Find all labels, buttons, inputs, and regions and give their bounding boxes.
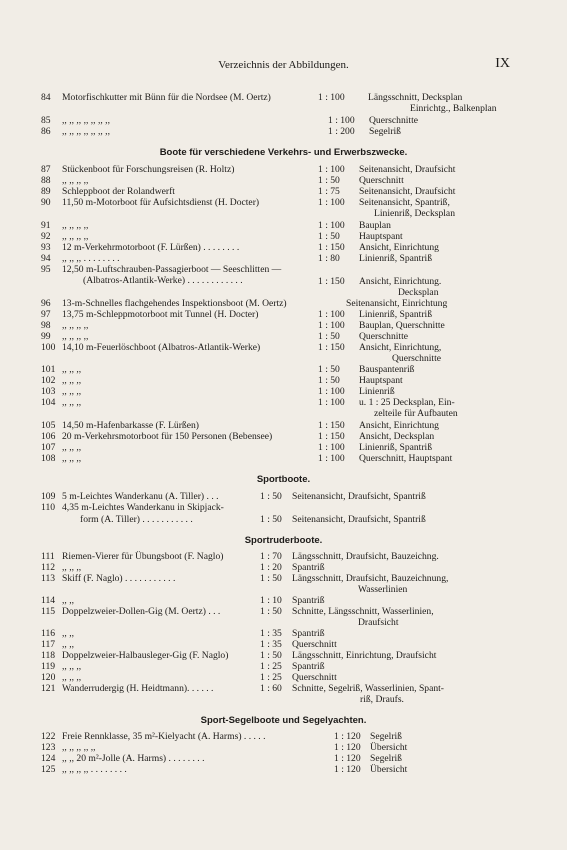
entry-drawing-type: Schnitte, Längsschnitt, Wasserlinien,: [292, 606, 434, 617]
entry-number: 108: [41, 453, 56, 464]
entry-description: ,, ,,: [62, 628, 74, 639]
entry-drawing-type: u. 1 : 25 Decksplan, Ein-: [359, 397, 455, 408]
entry-scale: 1 : 150: [318, 342, 345, 353]
entry-drawing-type: Querschnitt, Hauptspant: [359, 453, 453, 464]
entry-drawing-type: Bauspantenriß: [359, 364, 415, 375]
entry-number: 84: [41, 92, 51, 103]
entry-number: 104: [41, 397, 56, 408]
entry-description: ,, ,, ,,: [62, 375, 82, 386]
entry-continuation: zelteile für Aufbauten: [374, 408, 458, 419]
entry-description: ,, ,, ,, ,, ,, ,, ,,: [62, 115, 110, 126]
entry-description: Riemen-Vierer für Übungsboot (F. Naglo): [62, 551, 224, 562]
entry-description: ,, ,,: [62, 595, 74, 606]
entry-number: 92: [41, 231, 51, 242]
section-heading: Sport-Segelboote und Segelyachten.: [200, 715, 367, 726]
entry-number: 122: [41, 731, 56, 742]
entry-description: ,, ,, ,,: [62, 562, 82, 573]
entry-drawing-type: Seitenansicht, Einrichtung: [346, 298, 448, 309]
index-entry: [0, 453, 567, 465]
entry-continuation: Linienriß, Decksplan: [374, 208, 455, 219]
entry-scale: 1 : 50: [318, 175, 340, 186]
index-entry: [0, 573, 567, 585]
entry-number: 85: [41, 115, 51, 126]
entry-description: ,, ,, ,, ,,: [62, 331, 89, 342]
entry-continuation: Decksplan: [398, 287, 439, 298]
entry-description: ,, ,, ,, ,,: [62, 320, 89, 331]
entry-description: Wanderrudergig (H. Heidtmann). . . . . .: [62, 683, 214, 694]
entry-description: ,, ,, ,, ,, ,, ,, ,,: [62, 126, 110, 137]
entry-number: 90: [41, 197, 51, 208]
entry-description: 14,10 m-Feuerlöschboot (Albatros-Atlantik-Werke): [62, 342, 261, 353]
entry-scale: 1 : 50: [318, 331, 340, 342]
index-entry: [0, 764, 567, 776]
entry-drawing-type: Übersicht: [370, 764, 408, 775]
entry-description: 11,50 m-Motorboot für Aufsichtsdienst (H. Docter): [62, 197, 260, 208]
entry-scale: 1 : 50: [318, 375, 340, 386]
entry-number: 115: [41, 606, 56, 617]
page-number: IX: [495, 56, 510, 71]
entry-drawing-type: Längsschnitt, Einrichtung, Draufsicht: [292, 650, 437, 661]
entry-scale: 1 : 120: [334, 753, 361, 764]
entry-description: 4,35 m-Leichtes Wanderkanu in Skipjack-: [62, 502, 224, 513]
entry-drawing-type: Längsschnitt, Decksplan: [368, 92, 463, 103]
index-entry: [0, 342, 567, 354]
entry-drawing-type: Segelriß: [369, 126, 401, 137]
entry-description: ,, ,, ,, ,,: [62, 220, 89, 231]
index-entry: [0, 197, 567, 209]
entry-description: Freie Rennklasse, 35 m²-Kielyacht (A. Harms) . . . . .: [62, 731, 266, 742]
entry-scale: 1 : 20: [260, 562, 282, 573]
entry-number: 118: [41, 650, 56, 661]
entry-number: 86: [41, 126, 51, 137]
entry-description: ,, ,, ,, ,, ,,: [62, 742, 96, 753]
entry-number: 109: [41, 491, 56, 502]
entry-scale: 1 : 100: [318, 453, 345, 464]
index-entry: [0, 606, 567, 618]
entry-number: 88: [41, 175, 51, 186]
entry-scale: 1 : 25: [260, 672, 282, 683]
entry-scale: 1 : 50: [260, 606, 282, 617]
entry-number: 120: [41, 672, 56, 683]
entry-scale: 1 : 35: [260, 628, 282, 639]
entry-description: ,, ,, ,,: [62, 442, 82, 453]
entry-continuation: Wasserlinien: [358, 584, 408, 595]
entry-description: 12,50 m-Luftschrauben-Passagierboot — Seeschlitten —: [62, 264, 282, 275]
entry-drawing-type: Spantriß: [292, 661, 325, 672]
entry-drawing-type: Ansicht, Decksplan: [359, 431, 435, 442]
entry-scale: 1 : 25: [260, 661, 282, 672]
entry-scale: 1 : 35: [260, 639, 282, 650]
entry-drawing-type: Querschnitte: [359, 331, 409, 342]
entry-scale: 1 : 100: [318, 309, 345, 320]
entry-description: Doppelzweier-Halbausleger-Gig (F. Naglo): [62, 650, 229, 661]
entry-drawing-type: Hauptspant: [359, 231, 403, 242]
header-title: Verzeichnis der Abbildungen.: [218, 59, 349, 71]
entry-continuation: riß, Draufs.: [360, 694, 404, 705]
entry-description: ,, ,, ,,: [62, 672, 82, 683]
entry-drawing-type: Ansicht, Einrichtung,: [359, 342, 442, 353]
entry-description: ,, ,, ,, ,,: [62, 231, 89, 242]
entry-number: 103: [41, 386, 56, 397]
entry-drawing-type: Seitenansicht, Spantriß,: [359, 197, 450, 208]
entry-description: 20 m-Verkehrsmotorboot für 150 Personen (Bebensee): [62, 431, 273, 442]
entry-number: 107: [41, 442, 56, 453]
entry-number: 114: [41, 595, 56, 606]
entry-number: 102: [41, 375, 56, 386]
entry-continuation: Draufsicht: [358, 617, 399, 628]
entry-scale: 1 : 100: [318, 92, 345, 103]
entry-scale: 1 : 70: [260, 551, 282, 562]
index-entry: [0, 126, 567, 138]
entry-description: Schleppboot der Rolandwerft: [62, 186, 175, 197]
entry-description: ,, ,, ,, ,,: [62, 175, 89, 186]
entry-drawing-type: Spantriß: [292, 628, 325, 639]
entry-scale: 1 : 120: [334, 742, 361, 753]
entry-scale: 1 : 50: [260, 650, 282, 661]
entry-drawing-type: Seitenansicht, Draufsicht: [359, 186, 456, 197]
section-heading: Sportruderboote.: [244, 535, 323, 546]
entry-description: Stückenboot für Forschungsreisen (R. Holtz): [62, 164, 235, 175]
entry-scale: 1 : 75: [318, 186, 340, 197]
entry-continuation: Einrichtg., Balkenplan: [410, 103, 497, 114]
entry-number: 93: [41, 242, 51, 253]
entry-scale: 1 : 100: [318, 397, 345, 408]
entry-description: Doppelzweier-Dollen-Gig (M. Oertz) . . .: [62, 606, 221, 617]
entry-scale: 1 : 50: [318, 231, 340, 242]
entry-drawing-type: Seitenansicht, Draufsicht: [359, 164, 456, 175]
entry-description: ,, ,, ,,: [62, 397, 82, 408]
entry-continuation: (Albatros-Atlantik-Werke) . . . . . . . . . . . .: [83, 275, 243, 286]
entry-drawing-type: Längsschnitt, Draufsicht, Bauzeichng.: [292, 551, 439, 562]
entry-number: 98: [41, 320, 51, 331]
entry-number: 89: [41, 186, 51, 197]
entry-scale: 1 : 150: [318, 431, 345, 442]
entry-continuation: 1 : 50: [260, 514, 282, 525]
entry-drawing-type: Linienriß, Spantriß: [359, 442, 433, 453]
entry-drawing-type: Übersicht: [370, 742, 408, 753]
entry-description: ,, ,,: [62, 639, 74, 650]
entry-description: Skiff (F. Naglo) . . . . . . . . . . .: [62, 573, 176, 584]
entry-drawing-type: Querschnitte: [369, 115, 419, 126]
entry-scale: 1 : 100: [318, 197, 345, 208]
entry-number: 105: [41, 420, 56, 431]
entry-number: 94: [41, 253, 51, 264]
entry-scale: 1 : 100: [318, 386, 345, 397]
section-heading: Sportboote.: [256, 474, 311, 485]
entry-number: 112: [41, 562, 56, 573]
entry-description: 12 m-Verkehrmotorboot (F. Lürßen) . . . . . . . .: [62, 242, 240, 253]
entry-scale: 1 : 150: [318, 242, 345, 253]
entry-number: 110: [41, 502, 56, 513]
entry-number: 87: [41, 164, 51, 175]
entry-drawing-type: Bauplan, Querschnitte: [359, 320, 445, 331]
entry-drawing-type: Ansicht, Einrichtung: [359, 242, 439, 253]
index-entry: [0, 683, 567, 695]
entry-number: 100: [41, 342, 56, 353]
entry-number: 95: [41, 264, 51, 275]
entry-number: 119: [41, 661, 56, 672]
entry-drawing-type: Segelriß: [370, 753, 402, 764]
entry-number: 96: [41, 298, 51, 309]
entry-scale: 1 : 100: [328, 115, 355, 126]
section-heading: Boote für verschiedene Verkehrs- und Erwerbszwecke.: [159, 147, 408, 158]
entry-scale: 1 : 120: [334, 731, 361, 742]
entry-scale: 1 : 150: [318, 420, 345, 431]
entry-drawing-type: Hauptspant: [359, 375, 403, 386]
entry-drawing-type: Linienriß, Spantriß: [359, 253, 433, 264]
entry-continuation: Seitenansicht, Draufsicht, Spantriß: [292, 514, 426, 525]
entry-drawing-type: Schnitte, Segelriß, Wasserlinien, Spant-: [292, 683, 444, 694]
entry-scale: 1 : 80: [318, 253, 340, 264]
entry-continuation: 1 : 150: [318, 276, 345, 287]
entry-drawing-type: Bauplan: [359, 220, 391, 231]
entry-description: ,, ,, ,, . . . . . . . .: [62, 253, 120, 264]
entry-continuation: Querschnitte: [392, 353, 442, 364]
entry-drawing-type: Querschnitt: [292, 672, 337, 683]
entry-continuation: form (A. Tiller) . . . . . . . . . . .: [80, 514, 193, 525]
entry-number: 117: [41, 639, 56, 650]
entry-number: 97: [41, 309, 51, 320]
entry-scale: 1 : 100: [318, 220, 345, 231]
entry-description: 13,75 m-Schleppmotorboot mit Tunnel (H. Docter): [62, 309, 259, 320]
index-entry: [0, 502, 567, 514]
entry-drawing-type: Spantriß: [292, 562, 325, 573]
entry-number: 101: [41, 364, 56, 375]
entry-scale: 1 : 200: [328, 126, 355, 137]
entry-scale: 1 : 60: [260, 683, 282, 694]
entry-number: 99: [41, 331, 51, 342]
entry-drawing-type: Querschnitt: [359, 175, 404, 186]
entry-description: 14,50 m-Hafenbarkasse (F. Lürßen): [62, 420, 199, 431]
entry-continuation: Ansicht, Einrichtung.: [359, 276, 442, 287]
entry-drawing-type: Längsschnitt, Draufsicht, Bauzeichnung,: [292, 573, 449, 584]
entry-number: 125: [41, 764, 56, 775]
entry-scale: 1 : 100: [318, 320, 345, 331]
entry-description: Motorfischkutter mit Bünn für die Nordsee (M. Oertz): [62, 92, 271, 103]
entry-scale: 1 : 50: [260, 491, 282, 502]
entry-description: 5 m-Leichtes Wanderkanu (A. Tiller) . . .: [62, 491, 219, 502]
entry-drawing-type: Querschnitt: [292, 639, 337, 650]
entry-number: 121: [41, 683, 56, 694]
entry-scale: 1 : 50: [260, 573, 282, 584]
entry-description: ,, ,, ,,: [62, 364, 82, 375]
entry-number: 116: [41, 628, 56, 639]
entry-scale: 1 : 50: [318, 364, 340, 375]
entry-scale: 1 : 100: [318, 164, 345, 175]
entry-number: 91: [41, 220, 51, 231]
entry-drawing-type: Spantriß: [292, 595, 325, 606]
entry-description: 13-m-Schnelles flachgehendes Inspektionsboot (M. Oertz): [62, 298, 287, 309]
entry-description: ,, ,, ,, ,, . . . . . . . .: [62, 764, 127, 775]
entry-drawing-type: Linienriß: [359, 386, 395, 397]
entry-drawing-type: Linienriß, Spantriß: [359, 309, 433, 320]
entry-scale: 1 : 100: [318, 442, 345, 453]
entry-scale: 1 : 120: [334, 764, 361, 775]
entry-description: ,, ,, ,,: [62, 386, 82, 397]
entry-number: 106: [41, 431, 56, 442]
entry-description: ,, ,, ,,: [62, 453, 82, 464]
entry-description: ,, ,, 20 m²-Jolle (A. Harms) . . . . . . . .: [62, 753, 205, 764]
entry-scale: 1 : 10: [260, 595, 282, 606]
index-entry: [0, 397, 567, 409]
entry-number: 113: [41, 573, 56, 584]
entry-description: ,, ,, ,,: [62, 661, 82, 672]
entry-drawing-type: Ansicht, Einrichtung: [359, 420, 439, 431]
entry-number: 124: [41, 753, 56, 764]
entry-number: 111: [41, 551, 55, 562]
running-header: [0, 56, 567, 75]
entry-drawing-type: Seitenansicht, Draufsicht, Spantriß: [292, 491, 426, 502]
entry-number: 123: [41, 742, 56, 753]
entry-drawing-type: Segelriß: [370, 731, 402, 742]
